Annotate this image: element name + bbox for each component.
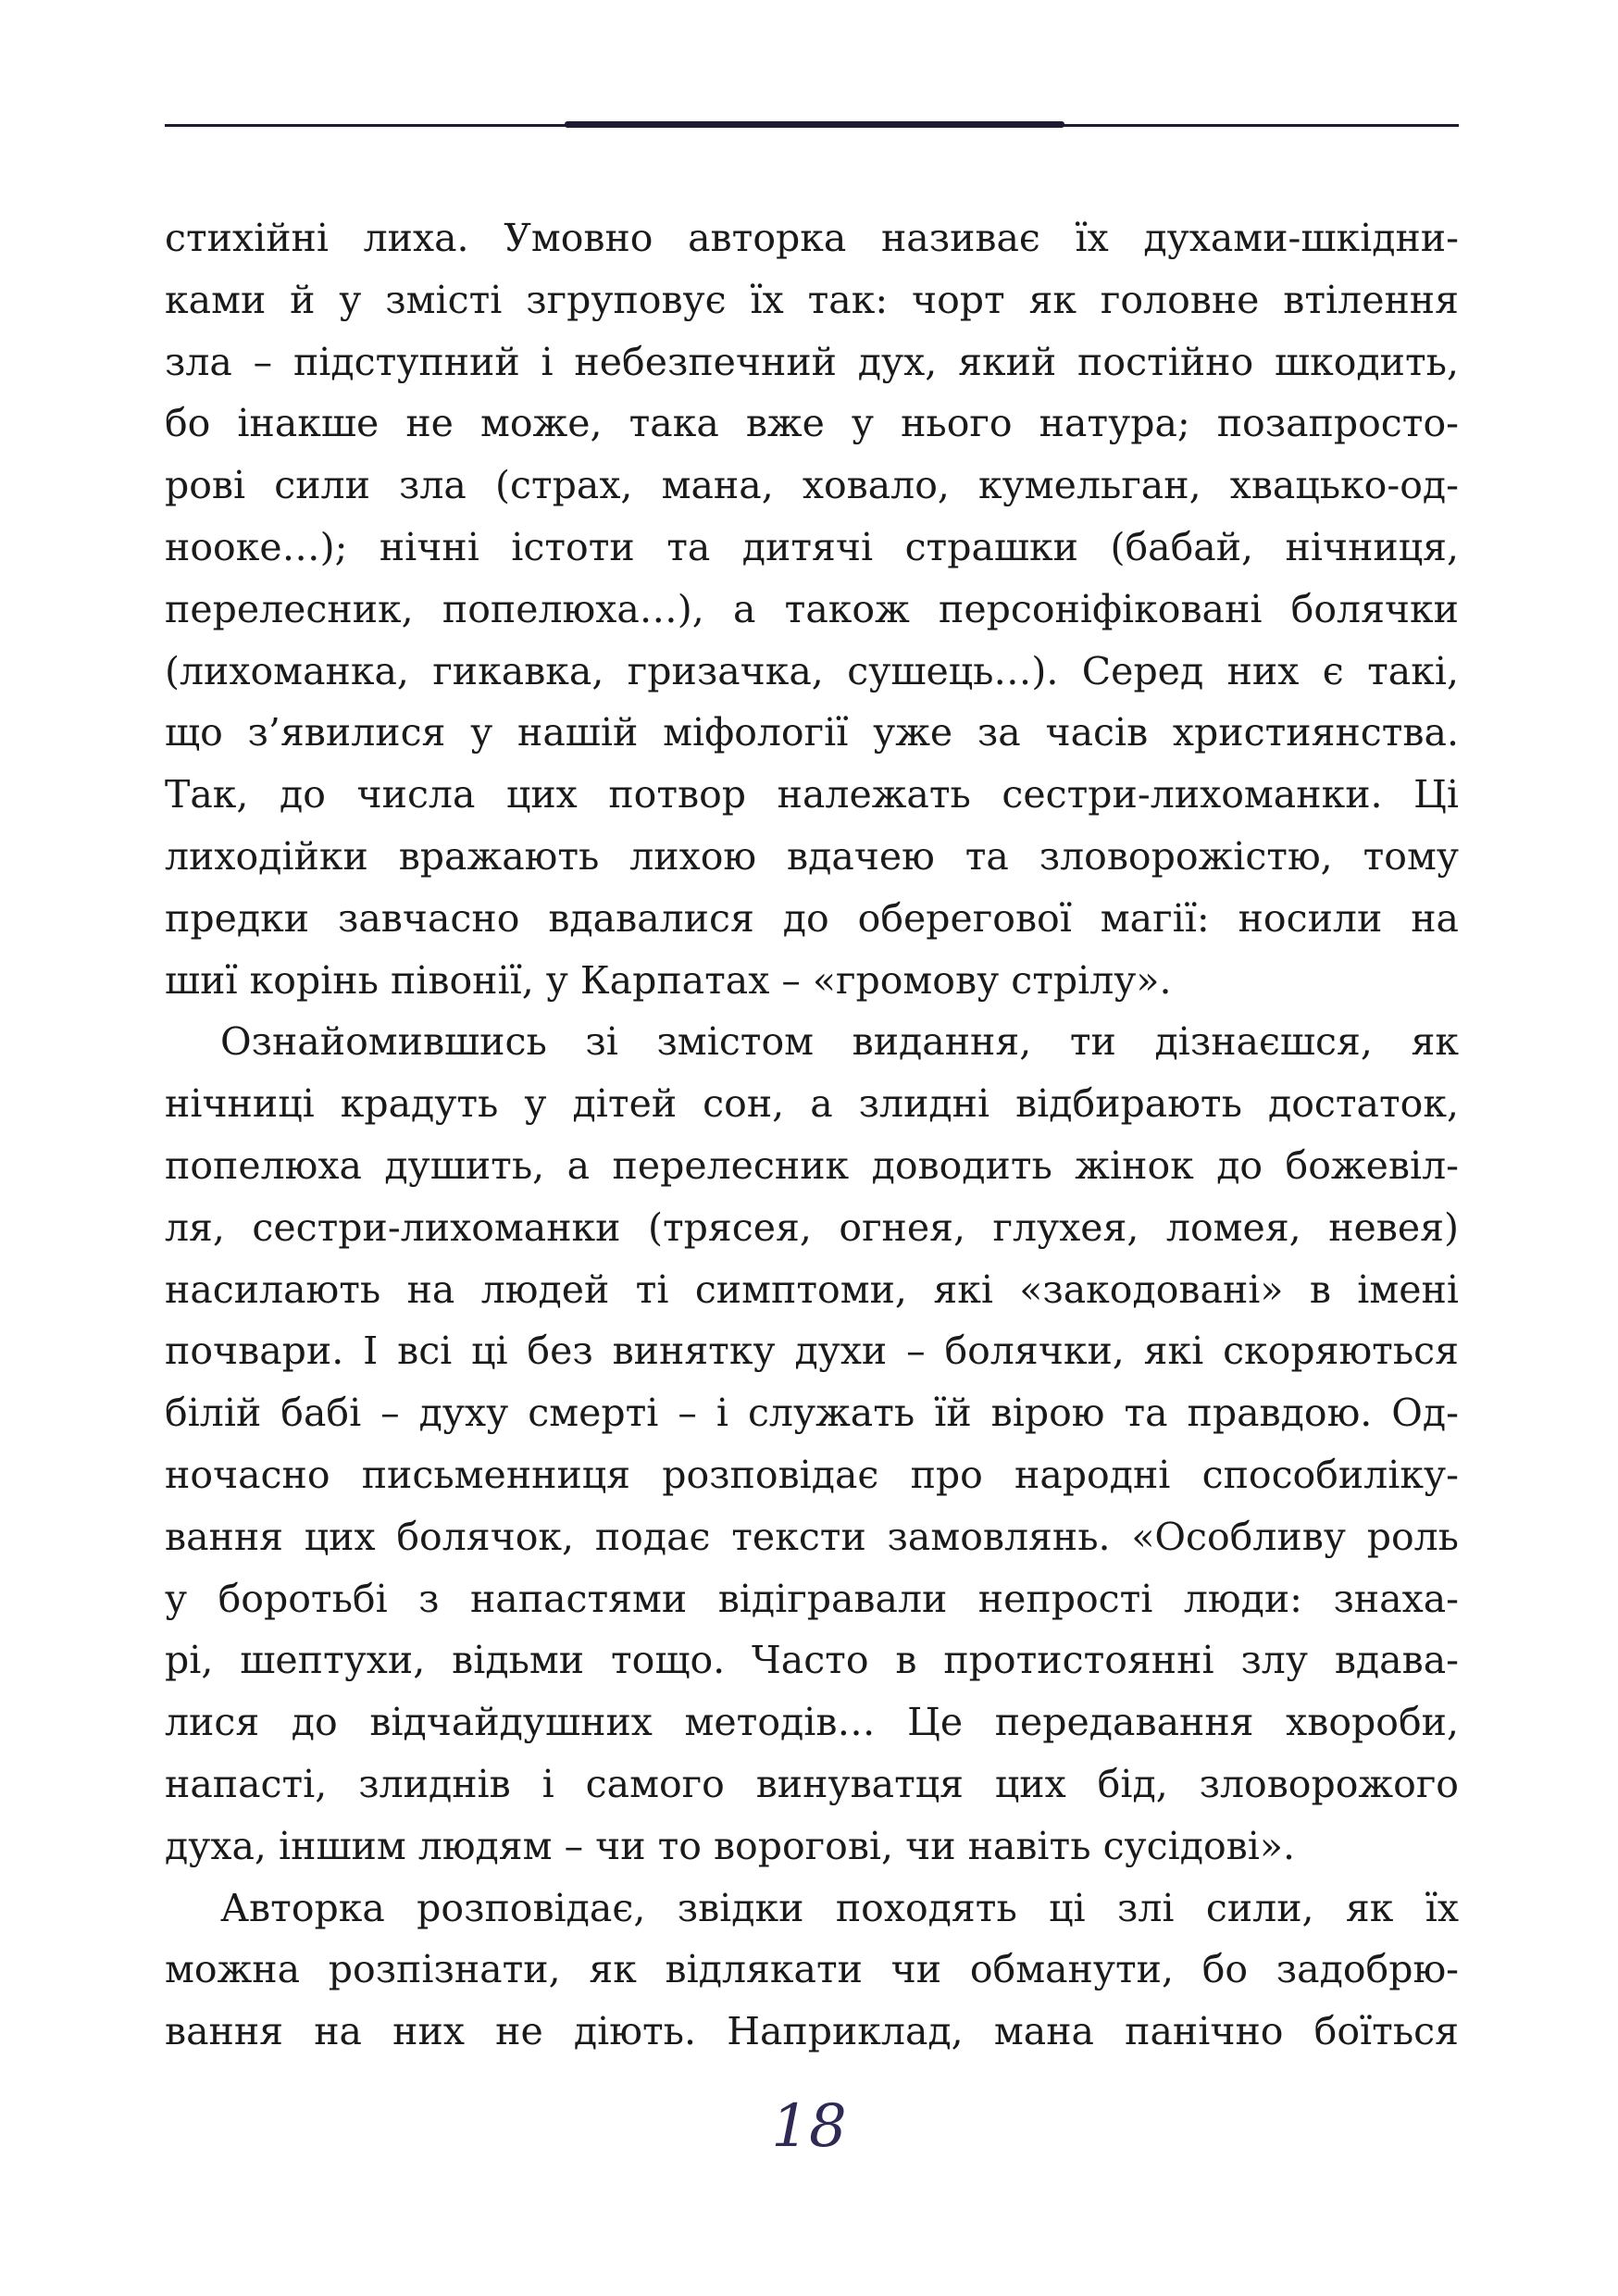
text-line: білій бабі – духу смерті – і служать їй вірою та правдою. Од- <box>165 1391 1459 1436</box>
text-line: ночасно письменниця розповідає про народні способиліку- <box>165 1452 1459 1497</box>
text-line: нооке…); нічні істоти та дитячі страшки (бабай, нічниця, <box>165 524 1459 569</box>
text-line: шиї корінь півонії, у Карпатах – «громову стрілу». <box>165 957 1172 1003</box>
text-line: (лихоманка, гикавка, гризачка, сушець…). Серед них є такі, <box>165 648 1459 693</box>
text-line: що з’явилися у нашій міфології уже за часів християнства. <box>165 710 1459 755</box>
text-line: почвари. І всі ці без винятку духи – болячки, які скоряються <box>165 1329 1459 1374</box>
page-number: 18 <box>771 2092 847 2161</box>
text-line: у боротьбі з напастями відігравали непрості люди: знаха- <box>165 1576 1459 1621</box>
text-line: бо інакше не може, така вже у нього натура; позапросто- <box>165 401 1459 446</box>
text-line: напасті, злиднів і самого винуватця цих бід, зловорожого <box>165 1761 1459 1806</box>
text-line: рові сили зла (страх, мана, ховало, кумельган, хвацько-од- <box>165 463 1459 508</box>
text-line: предки завчасно вдавалися до оберегової магії: носили на <box>165 895 1459 941</box>
header-rule-accent <box>565 121 1064 128</box>
text-line: вання цих болячок, подає тексти замовлянь. «Особливу роль <box>165 1514 1459 1559</box>
text-line: Так, до числа цих потвор належать сестри-лихоманки. Ці <box>165 772 1459 817</box>
text-line: лиходійки вражають лихою вдачею та зловорожістю, тому <box>165 833 1459 879</box>
body-text <box>165 207 1459 2063</box>
text-line: духа, іншим людям – чи то ворогові, чи навіть сусідові». <box>165 1823 1295 1868</box>
text-line: ками й у змісті згруповує їх так: чорт як головне втілення <box>165 277 1459 322</box>
text-line: ля, сестри-лихоманки (трясея, огнея, глухея, ломея, невея) <box>165 1204 1459 1250</box>
text-line: насилають на людей ті симптоми, які «закодовані» в імені <box>165 1267 1459 1312</box>
text-line: стихійні лиха. Умовно авторка називає їх духами-шкідни- <box>165 216 1459 260</box>
text-line: попелюха душить, а перелесник доводить жінок до божевіл- <box>165 1142 1459 1188</box>
text-line: зла – підступний і небезпечний дух, який постійно шкодить, <box>165 339 1459 384</box>
text-line: Ознайомившись зі змістом видання, ти дізнаєшся, як <box>220 1019 1459 1065</box>
text-line: перелесник, попелюха…), а також персоніфіковані болячки <box>165 586 1459 631</box>
text-line: лися до відчайдушних методів… Це передавання хвороби, <box>165 1700 1459 1745</box>
text-line: вання на них не діють. Наприклад, мана панічно боїться <box>165 2009 1459 2054</box>
text-line: нічниці крадуть у дітей сон, а злидні відбирають достаток, <box>165 1081 1459 1127</box>
text-line: Авторка розповідає, звідки походять ці злі сили, як їх <box>220 1885 1459 1930</box>
text-line: рі, шептухи, відьми тощо. Часто в протистоянні злу вдава- <box>165 1638 1459 1683</box>
text-line: можна розпізнати, як відлякати чи обманути, бо задобрю- <box>165 1947 1459 1992</box>
